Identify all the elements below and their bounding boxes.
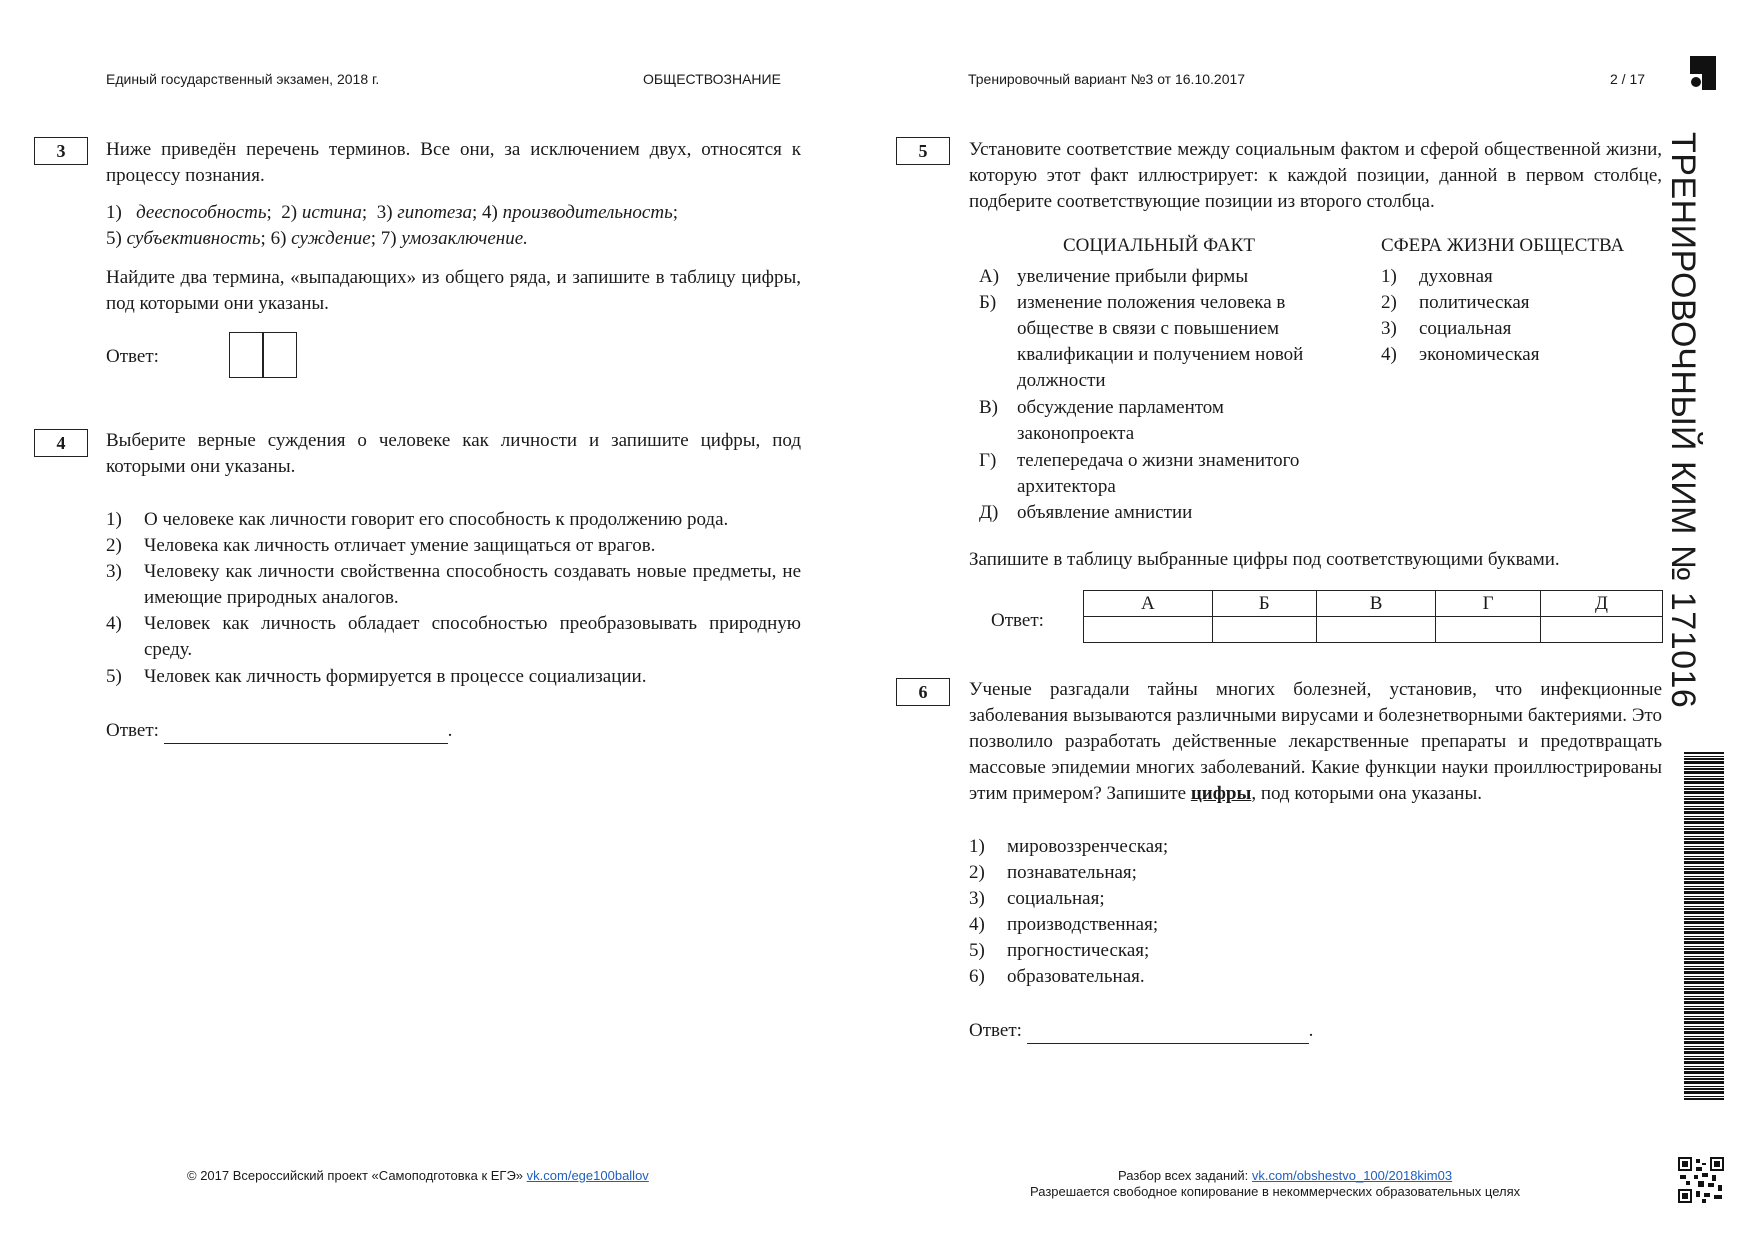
question-6-option: 4) производственная; — [969, 914, 1159, 935]
question-3-answer-label: Ответ: — [106, 346, 159, 367]
answer-table-header: Б — [1212, 591, 1316, 617]
question-5-sphere: 2) политическая — [1381, 292, 1530, 313]
question-4-answer-label: Ответ: — [106, 720, 159, 741]
question-4-option: 4) Человек как личность обладает способностью преобразовывать природную среду. — [106, 613, 801, 660]
question-3-answer-box[interactable] — [229, 332, 297, 378]
answer-table-header: Д — [1540, 591, 1662, 617]
question-5-answer-table — [1083, 590, 1663, 643]
question-5-sphere: 3) социальная — [1381, 318, 1512, 339]
question-6-option: 1) мировоззренческая; — [969, 836, 1169, 857]
question-6-answer: Ответ: . — [969, 1018, 1313, 1044]
question-6-option: 2) познавательная; — [969, 862, 1137, 883]
question-6-option: 5) прогностическая; — [969, 940, 1150, 961]
header-subject: ОБЩЕСТВОЗНАНИЕ — [643, 71, 781, 87]
question-5-col2-header: СФЕРА ЖИЗНИ ОБЩЕСТВА — [1381, 235, 1625, 256]
qr-code-icon — [1678, 1157, 1724, 1208]
question-5-sphere: 1) духовная — [1381, 266, 1493, 287]
footer-right: Разбор всех заданий: vk.com/obshestvo_100/2018kim03 — [1118, 1168, 1453, 1183]
question-5-intro: Установите соответствие между социальным фактом и сферой общественной жизни, которую этот факт иллюстрирует: к каждой позиции, данной в первом столбце, подберите соответствующие позиции из второго столбца. — [969, 139, 1662, 212]
question-4-number: 4 — [34, 429, 88, 457]
question-4-option: 1) О человеке как личности говорит его способность к продолжению рода. — [106, 509, 729, 530]
side-title: ТРЕНИРОВОЧНЫЙ КИМ № 171016 — [1664, 132, 1702, 709]
question-6-emphasis: цифры — [1190, 783, 1252, 804]
question-6-answer-label: Ответ: — [969, 1020, 1022, 1041]
question-3-number: 3 — [34, 137, 88, 165]
answer-table-header: В — [1316, 591, 1436, 617]
question-5-fact: А) увеличение прибыли фирмы — [979, 266, 1249, 287]
question-6-option: 3) социальная; — [969, 888, 1105, 909]
question-5-col1-header: СОЦИАЛЬНЫЙ ФАКТ — [1063, 235, 1255, 256]
question-4-option: 3) Человеку как личности свойственна способность создавать новые предметы, не имеющие природных аналогов. — [106, 561, 801, 608]
question-4-answer-line[interactable] — [164, 723, 448, 744]
answer-table-header-row — [1084, 591, 1663, 617]
question-6-intro: Ученые разгадали тайны многих болезней, установив, что инфекционные заболевания вызываются различными вирусами и болезнетворными бактериями. Это позволило разработать действенные лекарственные препараты и предотвращать массовые эпидемии многих заболеваний. Какие функции науки проиллюстрированы этим примером? Запишите цифры, под которыми она указаны. — [969, 679, 1662, 804]
question-5-task: Запишите в таблицу выбранные цифры под соответствующими буквами. — [969, 549, 1560, 570]
corner-marker-icon — [1690, 56, 1716, 90]
question-5-fact: Г) телепередача о жизни знаменитого архитектора — [979, 450, 1300, 497]
footer-right-link[interactable]: vk.com/obshestvo_100/2018kim03 — [1251, 1168, 1453, 1183]
question-6-answer-line[interactable] — [1027, 1023, 1309, 1044]
answer-table-header: А — [1084, 591, 1213, 617]
footer-left-link[interactable]: vk.com/ege100ballov — [526, 1168, 649, 1183]
question-4-answer: Ответ: . — [106, 718, 452, 744]
question-6-option: 6) образовательная. — [969, 966, 1145, 987]
question-4-option: 2) Человека как личность отличает умение защищаться от врагов. — [106, 535, 656, 556]
answer-table-input-row — [1084, 617, 1663, 643]
answer-cell-b[interactable] — [1212, 617, 1316, 643]
question-5-fact: Б) изменение положения человека в обществе в связи с повышением квалификации и получением новой должности — [979, 292, 1304, 391]
question-6-number: 6 — [896, 678, 950, 706]
question-5-sphere: 4) экономическая — [1381, 344, 1540, 365]
header-page-number: 2 / 17 — [1610, 71, 1646, 87]
question-5-number: 5 — [896, 137, 950, 165]
question-5-fact: В) обсуждение парламентом законопроекта — [979, 397, 1224, 444]
answer-box-divider — [262, 333, 264, 377]
header-variant: Тренировочный вариант №3 от 16.10.2017 — [968, 71, 1246, 87]
question-3-intro: Ниже приведён перечень терминов. Все они, за исключением двух, относятся к процессу познания. — [106, 139, 801, 186]
question-3-task: Найдите два термина, «выпадающих» из общего ряда, и запишите в таблицу цифры, под которыми они указаны. — [106, 267, 801, 314]
question-3-terms: 1) дееспособность; 2) истина; 3) гипотеза; 4) производительность; 5) субъективность; 6) суждение; 7) умозаключение. — [106, 202, 679, 249]
barcode-icon — [1684, 752, 1724, 1100]
header-exam-title: Единый государственный экзамен, 2018 г. — [106, 71, 380, 87]
question-4-intro: Выберите верные суждения о человеке как личности и запишите цифры, под которыми они указаны. — [106, 430, 801, 477]
answer-table-header: Г — [1436, 591, 1541, 617]
footer-left: © 2017 Всероссийский проект «Самоподготовка к ЕГЭ» vk.com/ege100ballov — [187, 1168, 649, 1183]
answer-cell-d[interactable] — [1540, 617, 1662, 643]
answer-cell-a[interactable] — [1084, 617, 1213, 643]
question-5-fact: Д) объявление амнистии — [979, 502, 1193, 523]
answer-cell-v[interactable] — [1316, 617, 1436, 643]
answer-cell-g[interactable] — [1436, 617, 1541, 643]
question-5-answer-label: Ответ: — [991, 610, 1044, 631]
footer-notice: Разрешается свободное копирование в некоммерческих образовательных целях — [1030, 1184, 1521, 1199]
question-4-option: 5) Человек как личность формируется в процессе социализации. — [106, 666, 647, 687]
